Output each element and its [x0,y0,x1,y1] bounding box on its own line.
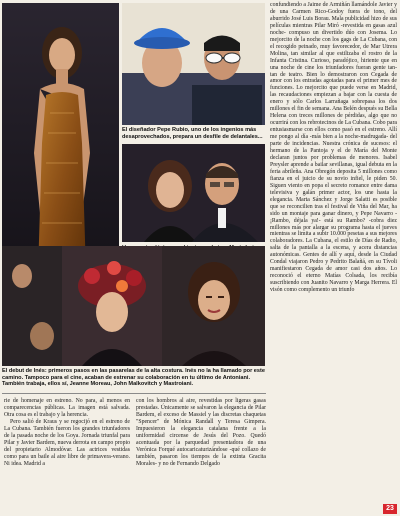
caption-pepe-rubio: El diseñador Pepe Rubio, uno de los ingenios más desaprovechados, prepara un desfile de delantales... [122,127,263,140]
article-column-right [270,2,397,294]
article-paragraph: confundiendo a Jaime de Armiñán llamándole Javier y de una Carmen Rico-Godoy fuera de tono, del aburrido José Luis Borau. Mala publicidad hizo de sus películas mientras Pilar Miró -revestida en gasas azul noche- compuso un divertido dúo con Josema. Lo mejorcito de la noche con los gags de La Cubana, con el recogido peinado, muy favorecedor, de Mar Utrera Molina, tan similar al que estilizaba el rostro de la Infanta Cristina. Curioso, paradójico, hiriente que en una noche de cine los triunfadores fueran gente tan-tan de teatro. Bien lo demostraron con Cegada de amor con los entradas agotadas para el primer mes de funciones. Lo mejorcito que puede verse en Madrid, las recaudaciones empiezan a bajar con la cuesta de enero y sólo Carlos Larrañaga sobrepasa los dos millones el fin de semana. Ana Belén después su Bella Helena con treces millones de pérdidas, algo que no ocurrirá con los rebrotecinos de La Cubana. Cobo para entusiasmarse con ellos como pasó en el estreno. Allí me pongo al día -más bien a la noche-madrugada- del parte de incidencias. Nuestra crónica de sucesos: el hermano de la Pantoja y el de María del Monte declaran juntos por problemas de menores. Isabel Preysler aprende a bailar sevillanas, igual debuta en la feria abrileña. Ana Obregón deposita 5 millones como fianza en el juicio de su novio infiel, le piden 50. Siguen viento en popa el secreto romance entre dama televisiva y galán primer actor, los une hasta la elegancia. Marta Sánchez y Jorge Salatti es posible que se reconcilien tras el festival de Viña del Mar, ha sido un montaje para ganar dinero, y Pepe Navarro -¡Rambo, déjala ya!- está su Rambo? -cobra diez millones más por alargar su programa hasta el jueves mientras se limita a subir 10.000 pesetas a sus mejores colaboradores. La Cubana, el estilo de Días de Radio, salta de la pantalla a la escena, y acera distancias autonómicas. Gentes de allí y aquí, desde la Ciudad Condal viajaron Pedro y Pedrito Balañá, en su Tívoli manifiestaron Cegada de amor casi dos años. Lo reconoció el eterno Matías Colsada, los recibía suscribiendo con Juanito Navarro y Marga Herrera. El visón como complemento un triunfo [270,2,398,294]
article-column-bottom-left [4,398,130,468]
photo-pepe-rubio [122,3,265,125]
photo-couple [122,144,265,242]
article-column-bottom-right [136,398,266,468]
divider [2,393,266,394]
photo-ines-collage [2,246,265,366]
article-paragraph: Pero salió de Kraus y se regocijó en el estreno de La Cubana. También fueron los grandes triunfadores de la pasada noche de los Goya. Jornada triunfal para Pilar y Javier Bardem, nueva derrota en campo propio del propietario Almodóvar. Las actrices vestidas como para un baile al aire libre de primavera-verano. Ni idea. Madrid a [4,418,130,467]
caption-ines: El debut de Inés: primeros pasos en las pasarelas de la alta costura. Inés no la ha llamado por este camino. Tampoco para el cine, acaban de estrenar su colaboración en tu último de Antoniani. También trabaja, ellos sí, Jeanne Moreau, John Malkovitch y Mastroiani. [2,368,265,388]
page-number: 23 [383,504,397,514]
article-paragraph: rie de homenaje en estreno. No para, al menos en comparecencias públicas. La imagen está salvada. Otra cosa es el trabajo y la herencia. [4,398,130,418]
article-paragraph: con los hombros al aire, revestidas por ligeras gasas prestadas. Únicamente se salvaron la elegancia de Pilar Bardem, el exceso de Massiel y las discretas chaquetas "Spencer" de Mónica Randall y Teresa Gimpera. Impuesieron la elegancia catalana frente a la uniformidad circense de Jesús del Pozo. Quedó acentuada por la parquedad presentadora de una Verónica Forqué autocaricaturizándose -qué collazo de también, pasaron los tiempos de la extinta Gracita Morales- y no de Fernando Delgado [136,398,266,467]
